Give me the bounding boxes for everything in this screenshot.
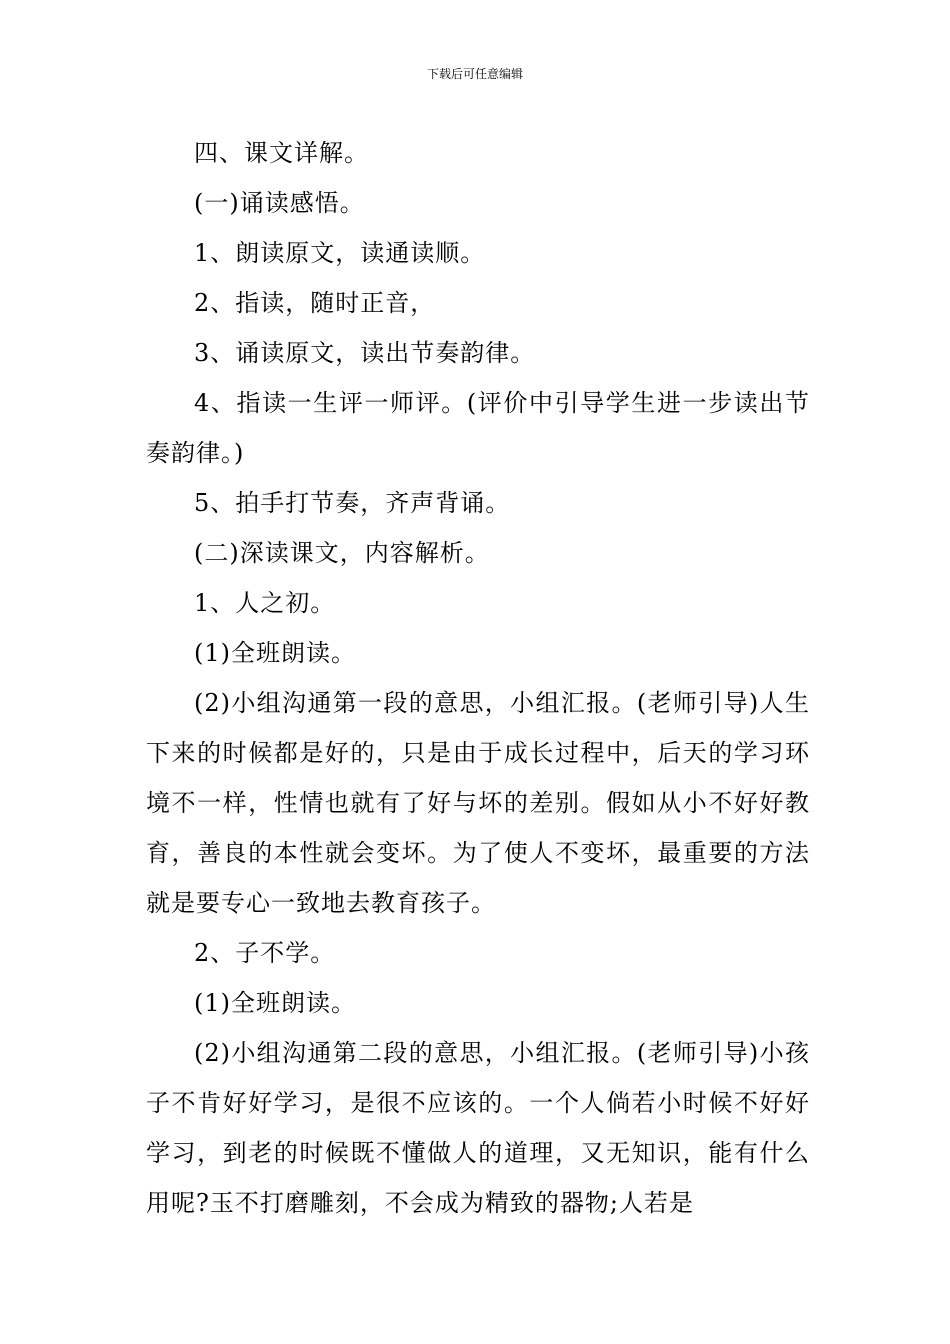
list-item: (1)全班朗读。 xyxy=(194,989,356,1017)
list-item: (1)全班朗读。 xyxy=(194,639,356,667)
body-paragraph: (2)小组沟通第一段的意思，小组汇报。(老师引导)人生下来的时候都是好的，只是由于成长过程中，后天的学习环境不一样，性情也就有了好与坏的差别。假如从小不好好教育，善良的本性就会变坏。为了使人不变坏，最重要的方法就是要专心一致地去教育孩子。 xyxy=(146,689,810,917)
list-item: 2、子不学。 xyxy=(194,939,336,967)
list-item: 1、朗读原文，读通读顺。 xyxy=(194,239,486,267)
list-item: 5、拍手打节奏，齐声背诵。 xyxy=(194,489,511,517)
subsection-heading: (一)诵读感悟。 xyxy=(194,189,365,217)
list-item: 4、指读一生评一师评。(评价中引导学生进一步读出节奏韵律。) xyxy=(146,389,810,467)
list-item: 2、指读，随时正音， xyxy=(194,289,436,317)
section-heading: 四、课文详解。 xyxy=(194,139,369,167)
list-item: 3、诵读原文，读出节奏韵律。 xyxy=(194,339,536,367)
document-body xyxy=(146,128,810,1228)
subsection-heading: (二)深读课文，内容解析。 xyxy=(194,539,490,567)
page-header: 下载后可任意编辑 xyxy=(426,67,523,81)
body-paragraph: (2)小组沟通第二段的意思，小组汇报。(老师引导)小孩子不肯好好学习，是很不应该的。一个人倘若小时候不好好学习，到老的时候既不懂做人的道理，又无知识，能有什么用呢?玉不打磨雕刻，不会成为精致的器物;人若是 xyxy=(146,1039,810,1217)
list-item: 1、人之初。 xyxy=(194,589,336,617)
